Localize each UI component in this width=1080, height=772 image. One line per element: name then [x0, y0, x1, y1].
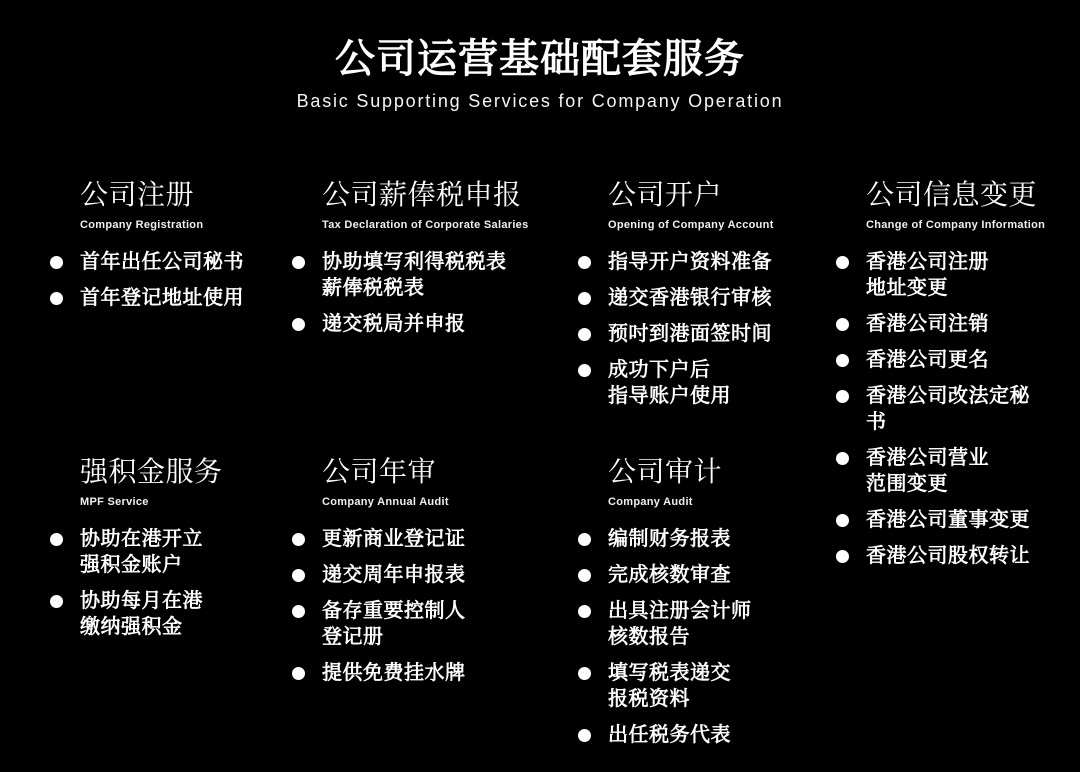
list-item-text: [80, 285, 244, 311]
list-item-line: 递交税局并申报: [322, 313, 466, 335]
list-item-line: 首年出任公司秘书: [80, 251, 244, 273]
list-item-line: 指导开户资料准备: [608, 251, 772, 273]
list-item: [578, 660, 836, 712]
list-item-line: 登记册: [322, 626, 384, 648]
list-item-line: 提供免费挂水牌: [322, 662, 466, 684]
list-item: [836, 507, 1050, 533]
bullet-icon: [836, 354, 849, 367]
list-item: [836, 347, 1050, 373]
bullet-icon: [836, 514, 849, 527]
bullet-icon: [836, 550, 849, 563]
bullet-icon: [578, 533, 591, 546]
bullet-icon: [292, 605, 305, 618]
bullet-icon: [836, 256, 849, 269]
list-item-line: 指导账户使用: [608, 385, 731, 407]
list-item: [292, 249, 578, 301]
bullet-icon: [50, 533, 63, 546]
list-item-line: 香港公司股权转让: [866, 545, 1030, 567]
list-item-text: [322, 311, 466, 337]
list-item: [292, 598, 578, 650]
list-item-line: 报税资料: [608, 688, 690, 710]
list-item-line: 出任税务代表: [608, 724, 731, 746]
list-item-text: [608, 598, 752, 650]
list-item-line: 范围变更: [866, 473, 948, 495]
section-item-list: [578, 526, 836, 748]
list-item-line: 协助在港开立: [80, 528, 203, 550]
bullet-icon: [578, 667, 591, 680]
list-item-text: [866, 507, 1030, 533]
list-item-text: [608, 722, 731, 748]
list-item-line: 更新商业登记证: [322, 528, 466, 550]
bullet-icon: [578, 328, 591, 341]
list-item: [50, 588, 292, 640]
bullet-icon: [836, 452, 849, 465]
bullet-icon: [50, 256, 63, 269]
list-item: [292, 526, 578, 552]
section-company-info-change: [836, 177, 1050, 758]
list-item: [50, 249, 292, 275]
list-item: [578, 562, 836, 588]
list-item-line: 出具注册会计师: [608, 600, 752, 622]
list-item-line: 香港公司改法定秘书: [866, 385, 1030, 433]
bullet-icon: [50, 292, 63, 305]
list-item-line: 香港公司营业: [866, 447, 989, 469]
section-title: 强积金服务: [80, 456, 223, 487]
bullet-icon: [578, 256, 591, 269]
bullet-icon: [292, 569, 305, 582]
list-item-line: 香港公司注册: [866, 251, 989, 273]
section-title: 公司薪俸税申报: [322, 179, 522, 210]
section-title: 公司信息变更: [866, 179, 1038, 210]
page-header: [0, 0, 1080, 111]
section-item-list: [50, 526, 292, 640]
list-item-line: 递交香港银行审核: [608, 287, 772, 309]
list-item-text: [608, 660, 731, 712]
list-item: [578, 249, 836, 275]
list-item-line: 成功下户后: [608, 359, 711, 381]
list-item-text: [866, 347, 989, 373]
section-item-list: [292, 526, 578, 686]
bullet-icon: [578, 729, 591, 742]
list-item-text: [608, 285, 772, 311]
section-mpf-service: [50, 454, 292, 758]
section-company-registration: [50, 177, 292, 454]
bullet-icon: [836, 318, 849, 331]
bullet-icon: [578, 605, 591, 618]
section-item-list: [292, 249, 578, 337]
bullet-icon: [578, 364, 591, 377]
list-item-text: [608, 321, 772, 347]
list-item-text: [322, 526, 466, 552]
list-item-line: 编制财务报表: [608, 528, 731, 550]
list-item-text: [866, 383, 1050, 435]
list-item-line: 缴纳强积金: [80, 616, 183, 638]
list-item-text: [608, 357, 731, 409]
list-item: [836, 311, 1050, 337]
list-item: [578, 357, 836, 409]
bullet-icon: [836, 390, 849, 403]
bullet-icon: [292, 318, 305, 331]
page-subtitle: Basic Supporting Services for Company Operation: [296, 91, 784, 111]
list-item: [578, 321, 836, 347]
list-item-line: 强积金账户: [80, 554, 183, 576]
list-item: [292, 562, 578, 588]
list-item-line: 核数报告: [608, 626, 690, 648]
section-title: 公司审计: [608, 456, 723, 487]
list-item: [836, 249, 1050, 301]
section-salaries-tax-declaration: [292, 177, 578, 454]
list-item-text: [866, 249, 989, 301]
list-item-line: 预吋到港面签时间: [608, 323, 772, 345]
bullet-icon: [292, 667, 305, 680]
section-title: 公司开户: [608, 179, 723, 210]
list-item-text: [866, 445, 989, 497]
list-item: [836, 543, 1050, 569]
section-company-annual-audit: [292, 454, 578, 758]
section-subtitle: MPF Service: [80, 496, 149, 508]
section-title: 公司年审: [322, 456, 437, 487]
list-item: [836, 383, 1050, 435]
services-grid: [0, 177, 1080, 758]
list-item-text: [608, 526, 731, 552]
list-item: [50, 285, 292, 311]
section-company-account-opening: [578, 177, 836, 454]
list-item-line: 备存重要控制人: [322, 600, 466, 622]
list-item-text: [608, 249, 772, 275]
list-item-text: [80, 588, 203, 640]
list-item-text: [866, 311, 989, 337]
page-title: 公司运营基础配套服务: [335, 37, 745, 81]
section-subtitle: Company Annual Audit: [322, 496, 449, 508]
list-item-text: [866, 543, 1030, 569]
list-item-line: 填写税表递交: [608, 662, 731, 684]
list-item-line: 香港公司更名: [866, 349, 989, 371]
list-item-line: 薪俸税税表: [322, 277, 425, 299]
list-item-line: 香港公司注销: [866, 313, 989, 335]
list-item-text: [322, 598, 466, 650]
list-item-text: [80, 249, 244, 275]
list-item-text: [322, 562, 466, 588]
section-subtitle: Company Registration: [80, 219, 204, 231]
bullet-icon: [292, 256, 305, 269]
list-item-line: 递交周年申报表: [322, 564, 466, 586]
list-item-line: 协助填写利得税税表: [322, 251, 507, 273]
bullet-icon: [578, 292, 591, 305]
bullet-icon: [50, 595, 63, 608]
section-subtitle: Company Audit: [608, 496, 693, 508]
list-item: [578, 722, 836, 748]
list-item-line: 香港公司董事变更: [866, 509, 1030, 531]
list-item-line: 协助每月在港: [80, 590, 203, 612]
list-item: [50, 526, 292, 578]
list-item-text: [80, 526, 203, 578]
list-item-text: [608, 562, 731, 588]
section-item-list: [50, 249, 292, 311]
list-item-line: 完成核数审查: [608, 564, 731, 586]
list-item: [578, 285, 836, 311]
list-item-text: [322, 660, 466, 686]
list-item-line: 首年登记地址使用: [80, 287, 244, 309]
section-item-list: [578, 249, 836, 409]
section-company-audit: [578, 454, 836, 758]
section-subtitle: Change of Company Information: [866, 219, 1046, 231]
bullet-icon: [578, 569, 591, 582]
list-item: [578, 598, 836, 650]
list-item: [836, 445, 1050, 497]
list-item-text: [322, 249, 507, 301]
section-item-list: [836, 249, 1050, 569]
list-item-line: 地址变更: [866, 277, 948, 299]
section-subtitle: Opening of Company Account: [608, 219, 774, 231]
section-title: 公司注册: [80, 179, 195, 210]
list-item: [292, 311, 578, 337]
list-item: [578, 526, 836, 552]
bullet-icon: [292, 533, 305, 546]
list-item: [292, 660, 578, 686]
section-subtitle: Tax Declaration of Corporate Salaries: [322, 219, 529, 231]
